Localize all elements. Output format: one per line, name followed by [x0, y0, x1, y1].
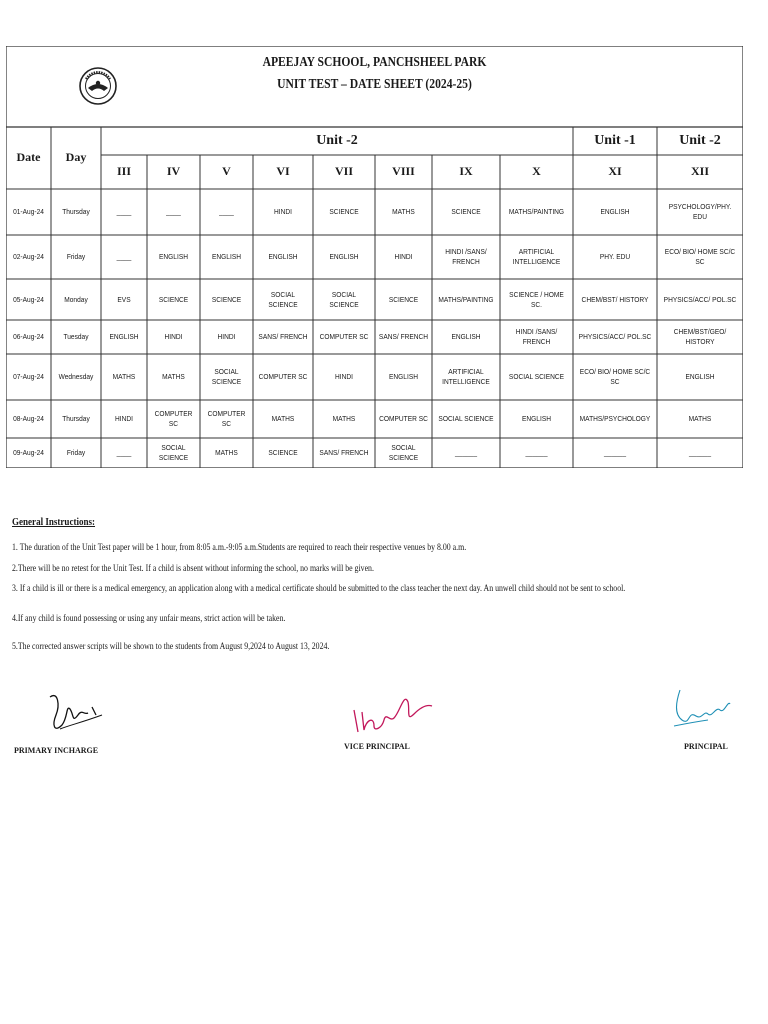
row-date: 01-Aug-24 [13, 207, 44, 217]
subject-cell: COMPUTER SC [258, 372, 308, 382]
subject-cell: ______ [688, 448, 712, 458]
subject-cell: HINDI [274, 207, 292, 217]
row-date: 06-Aug-24 [13, 332, 44, 342]
subject-cell: HINDI [394, 252, 413, 262]
subject-cell: COMPUTER SC [154, 409, 193, 428]
subject-cell: HINDI /SANS/ FRENCH [445, 247, 487, 266]
subject-cell: SOCIAL SCIENCE [329, 289, 359, 309]
subject-cell: ARTIFICIAL INTELLIGENCE [512, 247, 561, 266]
subject-cell: MATHS [332, 414, 356, 424]
general-instructions [12, 517, 752, 652]
subject-cell: PSYCHOLOGY/PHY. EDU [668, 202, 732, 221]
subject-cell: SOCIAL SCIENCE [268, 289, 298, 309]
subject-cell: SCIENCE [388, 294, 419, 304]
row-day: Thursday [62, 207, 90, 217]
subject-cell: HINDI [164, 332, 183, 342]
principal-label: PRINCIPAL [684, 742, 728, 751]
school-name: APEEJAY SCHOOL, PANCHSHEEL PARK [262, 54, 487, 69]
date-sheet [6, 46, 743, 468]
class-header: XII [690, 164, 709, 179]
subject-cell: COMPUTER SC [379, 414, 428, 424]
row-day: Monday [64, 294, 88, 304]
subject-cell: SOCIAL SCIENCE [388, 443, 419, 462]
class-header: VIII [392, 164, 415, 179]
subject-cell: MATHS [688, 414, 712, 424]
subject-cell: ____ [166, 207, 181, 217]
subject-cell: ECO/ BIO/ HOME SC/C SC [579, 367, 651, 386]
subject-cell: HINDI [115, 414, 133, 424]
class-header: IX [459, 164, 473, 179]
sheet-title: UNIT TEST – DATE SHEET (2024-25) [277, 76, 472, 91]
instructions-heading: General Instructions: [12, 517, 96, 528]
subject-cell: ENGLISH [685, 372, 715, 382]
subject-cell: ENGLISH [600, 207, 630, 217]
subject-cell: ENGLISH [522, 414, 551, 424]
group-header-unit2-senior: Unit -2 [679, 132, 721, 148]
subject-cell: MATHS [392, 207, 415, 217]
row-day: Wednesday [58, 372, 94, 382]
subject-cell: HINDI [217, 332, 236, 342]
subject-cell: ____ [116, 207, 132, 217]
subject-cell: ______ [603, 448, 627, 458]
subject-cell: SCIENCE [158, 294, 189, 304]
row-day: Tuesday [63, 332, 89, 342]
subject-cell: ECO/ BIO/ HOME SC/C SC [664, 247, 736, 266]
primary-incharge-label: PRIMARY INCHARGE [14, 746, 99, 755]
subject-cell: SCIENCE [451, 207, 481, 217]
subject-cell: ENGLISH [159, 252, 188, 262]
subject-cell: ______ [525, 448, 548, 458]
subject-cell: PHYSICS/ACC/ POL.SC [578, 332, 652, 342]
column-header-date: Date [16, 150, 41, 165]
row-date: 02-Aug-24 [13, 252, 44, 262]
subject-cell: MATHS/PAINTING [438, 294, 494, 304]
subject-cell: ____ [116, 448, 132, 458]
subject-cell: SCIENCE [329, 207, 359, 217]
instruction-item: 4.If any child is found possessing or using any unfair means, strict action will be taken. [12, 613, 286, 624]
subject-cell: ____ [116, 252, 132, 262]
subject-cell: SCIENCE [268, 448, 298, 458]
subject-cell: MATHS [162, 372, 185, 382]
subject-cell: HINDI [335, 372, 353, 382]
subject-cell: SOCIAL SCIENCE [158, 443, 189, 462]
row-date: 07-Aug-24 [13, 372, 44, 382]
column-header-day: Day [65, 150, 87, 165]
class-header: III [116, 164, 131, 179]
class-header: X [532, 164, 541, 179]
subject-cell: PHY. EDU [599, 252, 631, 262]
primary-incharge-signature [40, 685, 120, 750]
subject-cell: ENGLISH [212, 252, 241, 262]
instruction-item: 1. The duration of the Unit Test paper will be 1 hour, from 8:05 a.m.-9:05 a.m.Students are required to reach their respective venues by 8.00 a.m. [12, 542, 467, 553]
subject-cell: ____ [219, 207, 234, 217]
row-day: Thursday [62, 414, 90, 424]
vice-principal-signature [348, 682, 438, 747]
row-date: 08-Aug-24 [13, 414, 44, 424]
group-header-unit1: Unit -1 [594, 132, 636, 148]
subject-cell: SOCIAL SCIENCE [438, 414, 494, 424]
subject-cell: SOCIAL SCIENCE [211, 367, 242, 386]
subject-cell: COMPUTER SC [207, 409, 246, 428]
subject-cell: CHEM/BST/ HISTORY [581, 294, 649, 304]
row-day: Friday [66, 448, 86, 458]
subject-cell: CHEM/BST/GEO/ HISTORY [673, 327, 727, 346]
subject-cell: MATHS/PAINTING [508, 207, 565, 217]
subject-cell: ARTIFICIAL INTELLIGENCE [442, 367, 490, 386]
vice-principal-label: VICE PRINCIPAL [344, 742, 410, 751]
subject-cell: COMPUTER SC [319, 332, 369, 342]
subject-cell: MATHS [215, 448, 238, 458]
subject-cell: SANS/ FRENCH [319, 448, 369, 458]
principal-signature [668, 680, 738, 745]
class-header: XI [608, 164, 622, 179]
subject-cell: SOCIAL SCIENCE [508, 372, 565, 382]
subject-cell: EVS [117, 294, 131, 304]
subject-cell: MATHS/PSYCHOLOGY [579, 414, 651, 424]
subject-cell: MATHS [112, 372, 136, 382]
subject-cell: MATHS [271, 414, 295, 424]
subject-cell: HINDI /SANS/ FRENCH [515, 327, 558, 346]
class-header: V [222, 164, 231, 179]
row-date: 05-Aug-24 [13, 294, 44, 304]
subject-cell: SCIENCE [211, 294, 242, 304]
subject-cell: SANS/ FRENCH [258, 332, 308, 342]
class-header: VI [276, 164, 290, 179]
subject-cell: SANS/ FRENCH [378, 332, 429, 342]
subject-cell: ENGLISH [109, 332, 139, 342]
instruction-item: 5.The corrected answer scripts will be shown to the students from August 9,2024 to August 13, 2024. [12, 641, 330, 652]
instruction-item: 3. If a child is ill or there is a medical emergency, an application along with a medical certificate should be submitted to the class teacher the next day. An unwell child should not be sent to school. [12, 583, 626, 594]
instruction-item: 2.There will be no retest for the Unit Test. If a child is absent without informing the school, no marks will be given. [12, 563, 374, 574]
subject-cell: ENGLISH [268, 252, 298, 262]
subject-cell: ENGLISH [451, 332, 481, 342]
subject-cell: ENGLISH [389, 372, 418, 382]
row-date: 09-Aug-24 [13, 448, 44, 458]
group-header-unit2: Unit -2 [316, 132, 358, 148]
subject-cell: ENGLISH [329, 252, 359, 262]
class-header: VII [334, 164, 353, 179]
subject-cell: ______ [454, 448, 478, 458]
subject-cell: PHYSICS/ACC/ POL.SC [663, 294, 737, 304]
class-header: IV [166, 164, 181, 179]
row-day: Friday [66, 252, 86, 262]
subject-cell: SCIENCE / HOME SC. [509, 289, 564, 309]
